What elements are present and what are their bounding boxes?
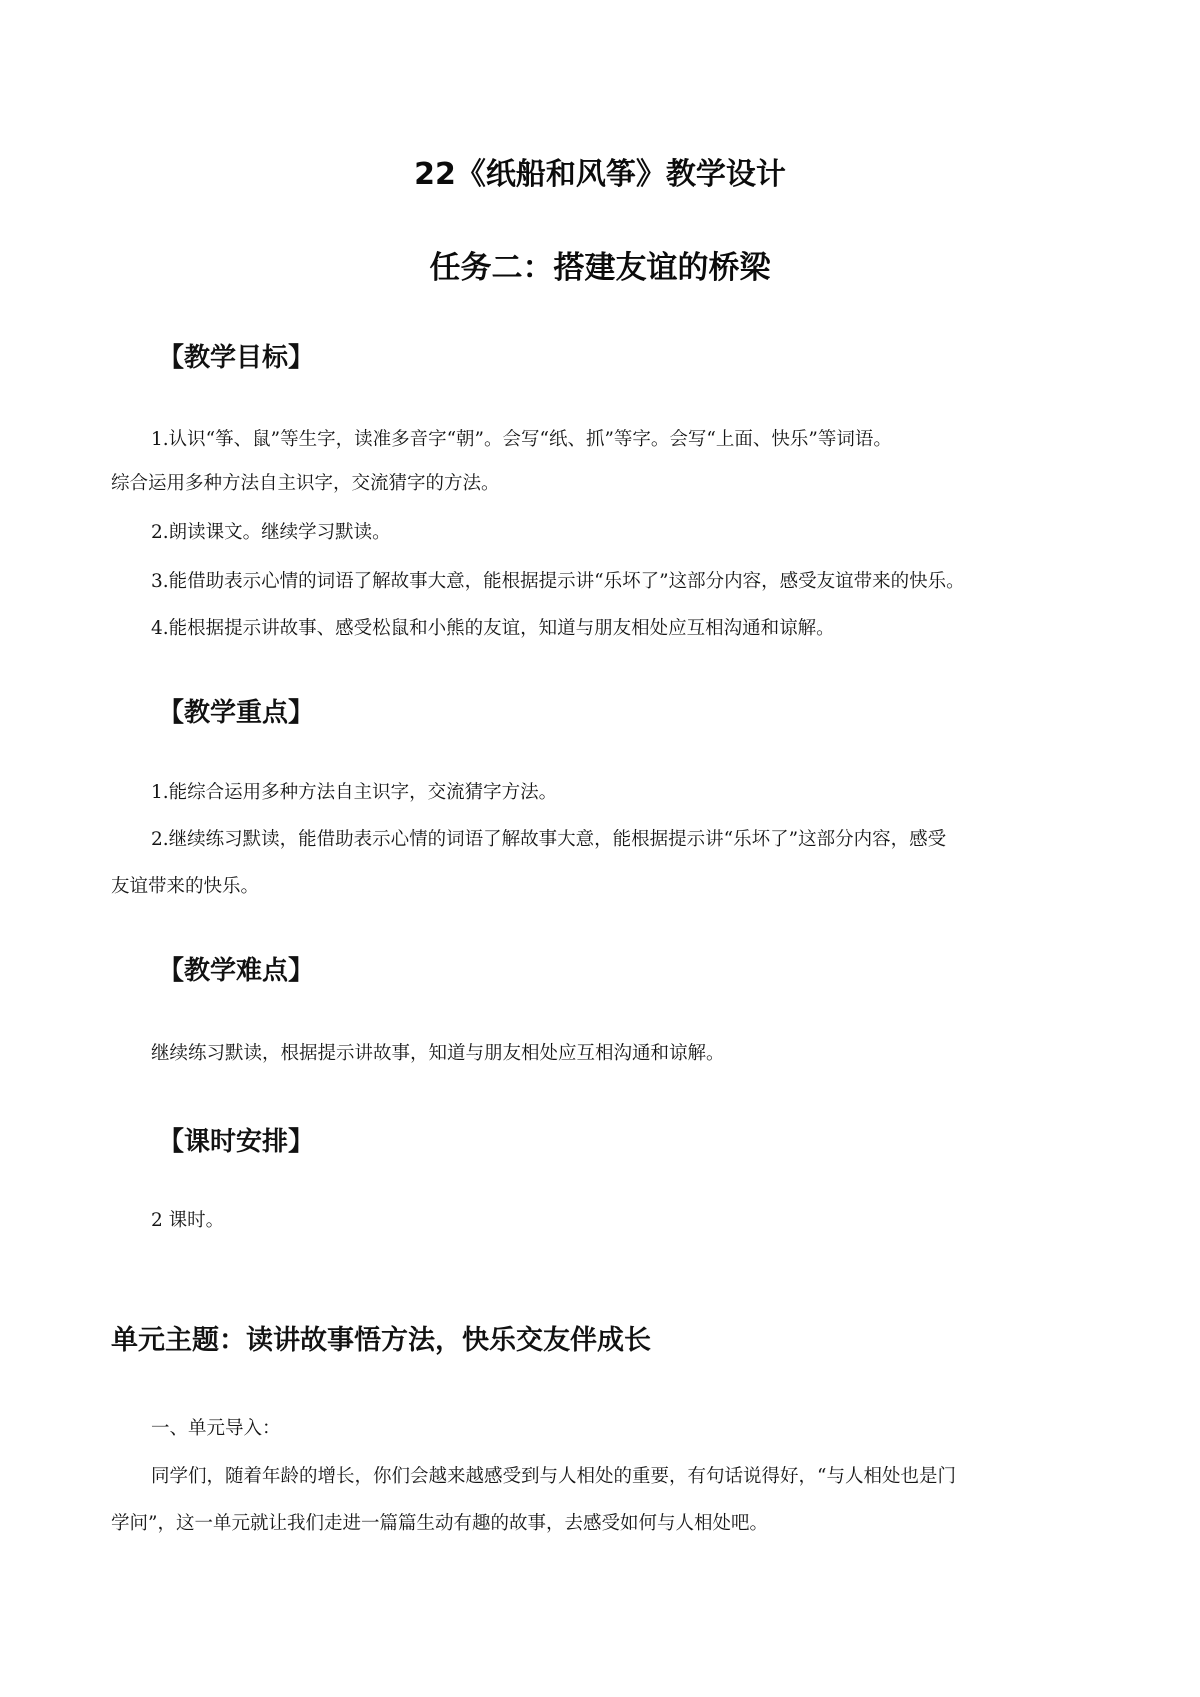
- unit-theme-heading: 单元主题：读讲故事悟方法，快乐交友伴成长: [111, 1325, 651, 1356]
- schedule-heading: 【课时安排】: [158, 1127, 315, 1157]
- objectives-line: 1.认识“筝、鼠”等生字，读准多音字“朝”。会写“纸、抓”等字。会写“上面、快乐”等词语。: [151, 429, 892, 450]
- unit-intro-label: 一、单元导入：: [151, 1418, 281, 1439]
- key-points-line: 友谊带来的快乐。: [111, 876, 260, 897]
- objectives-heading: 【教学目标】: [158, 343, 315, 373]
- document-title: 22《纸船和风筝》教学设计: [414, 157, 786, 192]
- difficulties-heading: 【教学难点】: [158, 956, 315, 986]
- document-subtitle: 任务二：搭建友谊的桥梁: [429, 250, 771, 286]
- unit-intro-line: 学问”，这一单元就让我们走进一篇篇生动有趣的故事，去感受如何与人相处吧。: [111, 1513, 768, 1534]
- key-points-heading: 【教学重点】: [158, 698, 315, 728]
- schedule-line: 2 课时。: [151, 1210, 225, 1231]
- key-points-line: 2.继续练习默读，能借助表示心情的词语了解故事大意，能根据提示讲“乐坏了”这部分内容，感受: [151, 829, 947, 850]
- objectives-line: 2.朗读课文。继续学习默读。: [151, 522, 391, 543]
- difficulties-line: 继续练习默读，根据提示讲故事，知道与朋友相处应互相沟通和谅解。: [151, 1043, 725, 1064]
- key-points-line: 1.能综合运用多种方法自主识字，交流猜字方法。: [151, 782, 558, 803]
- objectives-line: 3.能借助表示心情的词语了解故事大意，能根据提示讲“乐坏了”这部分内容，感受友谊带来的快乐。: [151, 571, 965, 592]
- objectives-line: 综合运用多种方法自主识字，交流猜字的方法。: [111, 473, 500, 494]
- objectives-line: 4.能根据提示讲故事、感受松鼠和小熊的友谊，知道与朋友相处应互相沟通和谅解。: [151, 618, 835, 639]
- unit-intro-line: 同学们，随着年龄的增长，你们会越来越感受到与人相处的重要，有句话说得好，“与人相处也是门: [151, 1466, 956, 1487]
